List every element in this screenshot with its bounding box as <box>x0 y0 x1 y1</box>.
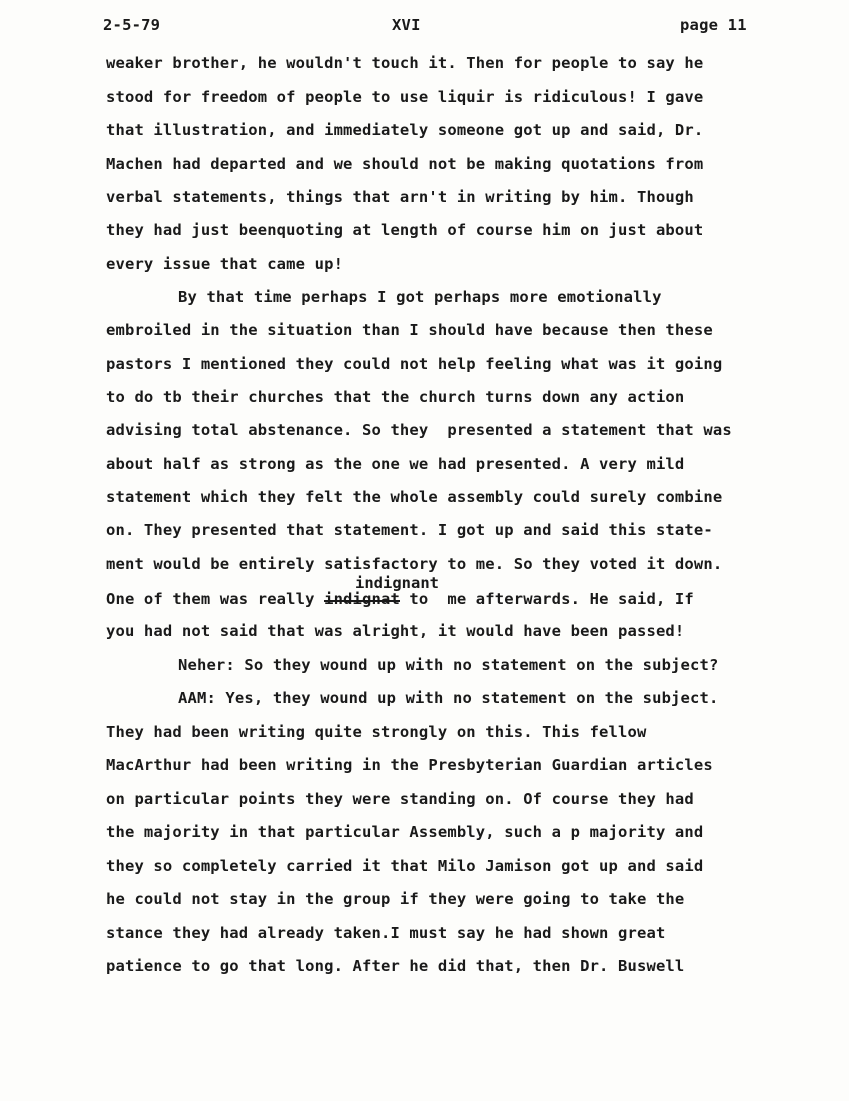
text-line: ment would be entirely satisfactory to me. So they voted it down. <box>106 555 723 573</box>
text-line: they had just beenquoting at length of course him on just about <box>106 221 704 239</box>
text-line: AAM: Yes, they wound up with no statement on the subject. <box>178 689 719 707</box>
text-line: patience to go that long. After he did that, then Dr. Buswell <box>106 957 685 975</box>
interlinear-correction: indignant <box>355 574 439 592</box>
text-line: weaker brother, he wouldn't touch it. Then for people to say he <box>106 54 704 72</box>
corrected-line <box>106 590 694 608</box>
text-line: they so completely carried it that Milo Jamison got up and said <box>106 857 704 875</box>
header-date: 2-5-79 <box>103 16 161 34</box>
text-line: They had been writing quite strongly on this. This fellow <box>106 723 647 741</box>
text-line: pastors I mentioned they could not help feeling what was it going <box>106 355 723 373</box>
struck-out-word: indignat <box>324 590 400 608</box>
text-line: embroiled in the situation than I should have because then these <box>106 321 713 339</box>
text-line: on particular points they were standing on. Of course they had <box>106 790 694 808</box>
text-line: on. They presented that statement. I got up and said this state- <box>106 521 713 539</box>
text-line: statement which they felt the whole assembly could surely combine <box>106 488 723 506</box>
text-line: Machen had departed and we should not be making quotations from <box>106 155 704 173</box>
text-line: verbal statements, things that arn't in writing by him. Though <box>106 188 694 206</box>
text-line: advising total abstenance. So they presented a statement that was <box>106 421 732 439</box>
text-line: stance they had already taken.I must say he had shown great <box>106 924 666 942</box>
corrected-line-start: One of them was really <box>106 590 325 608</box>
text-line: you had not said that was alright, it would have been passed! <box>106 622 685 640</box>
text-line: every issue that came up! <box>106 255 344 273</box>
text-line: stood for freedom of people to use liquir is ridiculous! I gave <box>106 88 704 106</box>
text-line: Neher: So they wound up with no statement on the subject? <box>178 656 719 674</box>
text-line: MacArthur had been writing in the Presbyterian Guardian articles <box>106 756 713 774</box>
text-line: By that time perhaps I got perhaps more emotionally <box>178 288 662 306</box>
text-line: that illustration, and immediately someone got up and said, Dr. <box>106 121 704 139</box>
header-chapter: XVI <box>392 16 421 34</box>
text-line: he could not stay in the group if they were going to take the <box>106 890 685 908</box>
text-line: about half as strong as the one we had presented. A very mild <box>106 455 685 473</box>
text-line: the majority in that particular Assembly, such a p majority and <box>106 823 704 841</box>
header-page-number: page 11 <box>680 16 747 34</box>
corrected-line-end: to me afterwards. He said, If <box>399 590 694 608</box>
text-line: to do tb their churches that the church turns down any action <box>106 388 685 406</box>
